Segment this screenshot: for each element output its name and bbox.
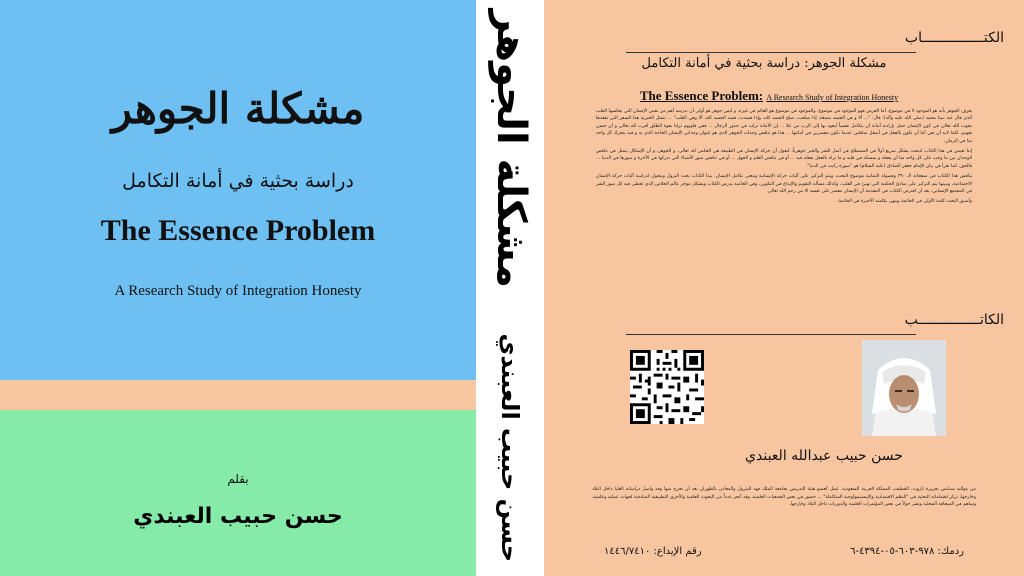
back-author-rule: [626, 334, 916, 335]
front-subtitle-english: A Research Study of Integration Honesty: [114, 283, 362, 299]
back-description: [596, 108, 972, 209]
spine-author: حسن حبيب العبندي: [496, 333, 524, 562]
back-book-heading: الكتـــــــــــــــاب: [904, 30, 1004, 46]
back-title-english: [574, 88, 964, 104]
front-title-arabic: مشكلة الجوهر: [111, 84, 365, 133]
back-title-english-main: The Essence Problem:: [639, 88, 764, 103]
back-paragraph: يناقش هذا الكتاب في صفحاته الـ ٣٩٠ وفصوله الثمانية موضوع البحث، ويتم التركيز على آليات حركة الإنسانية ومعنى تكامل الإنسان. يبدأ الكتاب بحث النزول ويتحول لدراسة آليات حركة الإنسان الاجتماعية، ويبينها يتم التركيز على مبادئ الحكمة التي تهيئ في القلب، وكذلك مسألة التقويم والإبداع في التكوين، وفي الخاتمة يدرس الكتاب وبشكل موجز عالم الخلاص الذي تخطى فيه كل صور الشر في المجتمع الإنساني، بعد أن افترض الكتاب في المقدمة أن الإنسان مقصر على نفسه الا من رحم الله تعالى.: [596, 174, 972, 195]
back-title-english-sub: A Research Study of Integration Honesty: [766, 93, 899, 102]
deposit-number-text: رقم الإيداع: ١٤٤٦/٧٤١٠: [604, 546, 702, 557]
front-subtitle-arabic: دراسة بحثية في أمانة التكامل: [122, 170, 354, 192]
back-heading-rule: [626, 52, 916, 53]
front-by-label: بقلم: [227, 472, 249, 486]
back-paragraph: يعرف الجوهر بأنه هو الموجود لا في موضوع، أما العرض فهو الموجود في موضوع. والموجود في موضوع هو القائم في غيره. و ليس جوهر هو أولى أن ندرسه أهم من نفس الإنسان التي يعكسها القلب الذي قال عنه نبينا محمد (صلى الله عليه وآله): قال: "... ألا و في الجسد مضغة، إذا صلحت، صلح الجسد كله، وإذا فسدت، فسد الجسد كله، ألا وهي القلب" ... تتمثل الخيرية هذا السفر التي تفقدها بحوث الله تعالى في كون الإنسان حمل بإرادته أمانة أن يتكامل نفسياً ليعود بها إلى الرب من علا ... إن الأمانة نزلت في جذور الرجال ... ففي قلوبهم نزلنا بقوة الطلق أقرب لله تعالى و أن حسن تقويم، لكننا لابد أن نعي أننا أن نكون بالفعل في أسفل سافلين عندما نكون مقصرين في أمانتها ... هذا هو تناقض وجدات الجوهر الذي هو عنوان وجداني الإنسان الحاجة الذي به و فيه يتحرك كل واحد منا في الزمان.: [596, 109, 972, 144]
qr-code-icon: [630, 350, 704, 424]
qr-code[interactable]: [630, 350, 704, 424]
front-cover-peach-band: [0, 380, 476, 410]
back-author-bio: من مواليد سنابس بجزيرة تاروت، القطيف، المملكة العربية السعودية. عمل كعضو هيئة التدريس بجامعة الملك فهد للبترول والمعادن بالظهران بعد أن تخرج منها وقد واصل دراساته العليا داخل البلاد وخارجها، تركز اهتماماته البحثية في "النظم الاقتصادية والإبستيمولوجية المتكاملة" ... حضور في بعض الجمعيات العلمية، وقد أنجز عدداً من البحوث العلمية والأخرى التطبيقية الصادقية لجهات عملية وعلمية، وساهم في الصحافة المحلية ونشر جولاً في بعض المؤتمرات العلمية والدوريات داخل البلاد وخارجها.: [592, 487, 976, 508]
author-photo: [862, 340, 946, 436]
back-publication-info: [604, 546, 964, 557]
spine-title: مشكلة الجوهر: [488, 9, 534, 288]
author-portrait-icon: [862, 340, 946, 436]
isbn-text: ردمك: ٩٧٨-٦٠٣-٠٥-٤٣٩٤-٦: [850, 546, 964, 557]
back-author-heading: الكاتـــــــــــــــب: [904, 312, 1004, 328]
book-spine: [476, 0, 544, 576]
back-title-arabic: مشكلة الجوهر: دراسة بحثية في أمانة التكامل: [641, 56, 887, 71]
front-cover: [0, 0, 476, 576]
front-title-english: The Essence Problem: [100, 214, 376, 247]
front-author-name: حسن حبيب العبندي: [133, 504, 343, 529]
back-cover: [544, 0, 1024, 576]
front-cover-green-panel: [0, 410, 476, 576]
back-paragraph: وأسبق البحث كلمة الأولى في الخاتمة وبتهى بكلمته الأخيرة في الخاتمة.: [837, 199, 972, 205]
back-paragraph: إننا نعيش في هذا الكتاب لنبحث بشكل سريع أولاً في المصطلح في أصل الشر والخير جوهرياً، لنقول أن حركة الإنسان في الطبيعة هي العكس لله تعالى، و الجوهر، و أن الإشكال يتمثل في تناقض الوجدان بين ما وجب على كل واحد منا أن يعقله و يمسكه في قلبه و ما تراه بالفعل يعقله فيه ... أو في تناقض العلم و الجهل ... أو في تناقض صور الأشياء التي ندركها في الآخرة و صورها في الدنيا ... فالحق، كما نقرأ في بيان للإمام جعفر الصادق (عليه السلام) هو "صورة ركبت في الدنيا".: [596, 149, 972, 169]
back-author-name: حسن حبيب عبدالله العبندي: [745, 448, 903, 464]
